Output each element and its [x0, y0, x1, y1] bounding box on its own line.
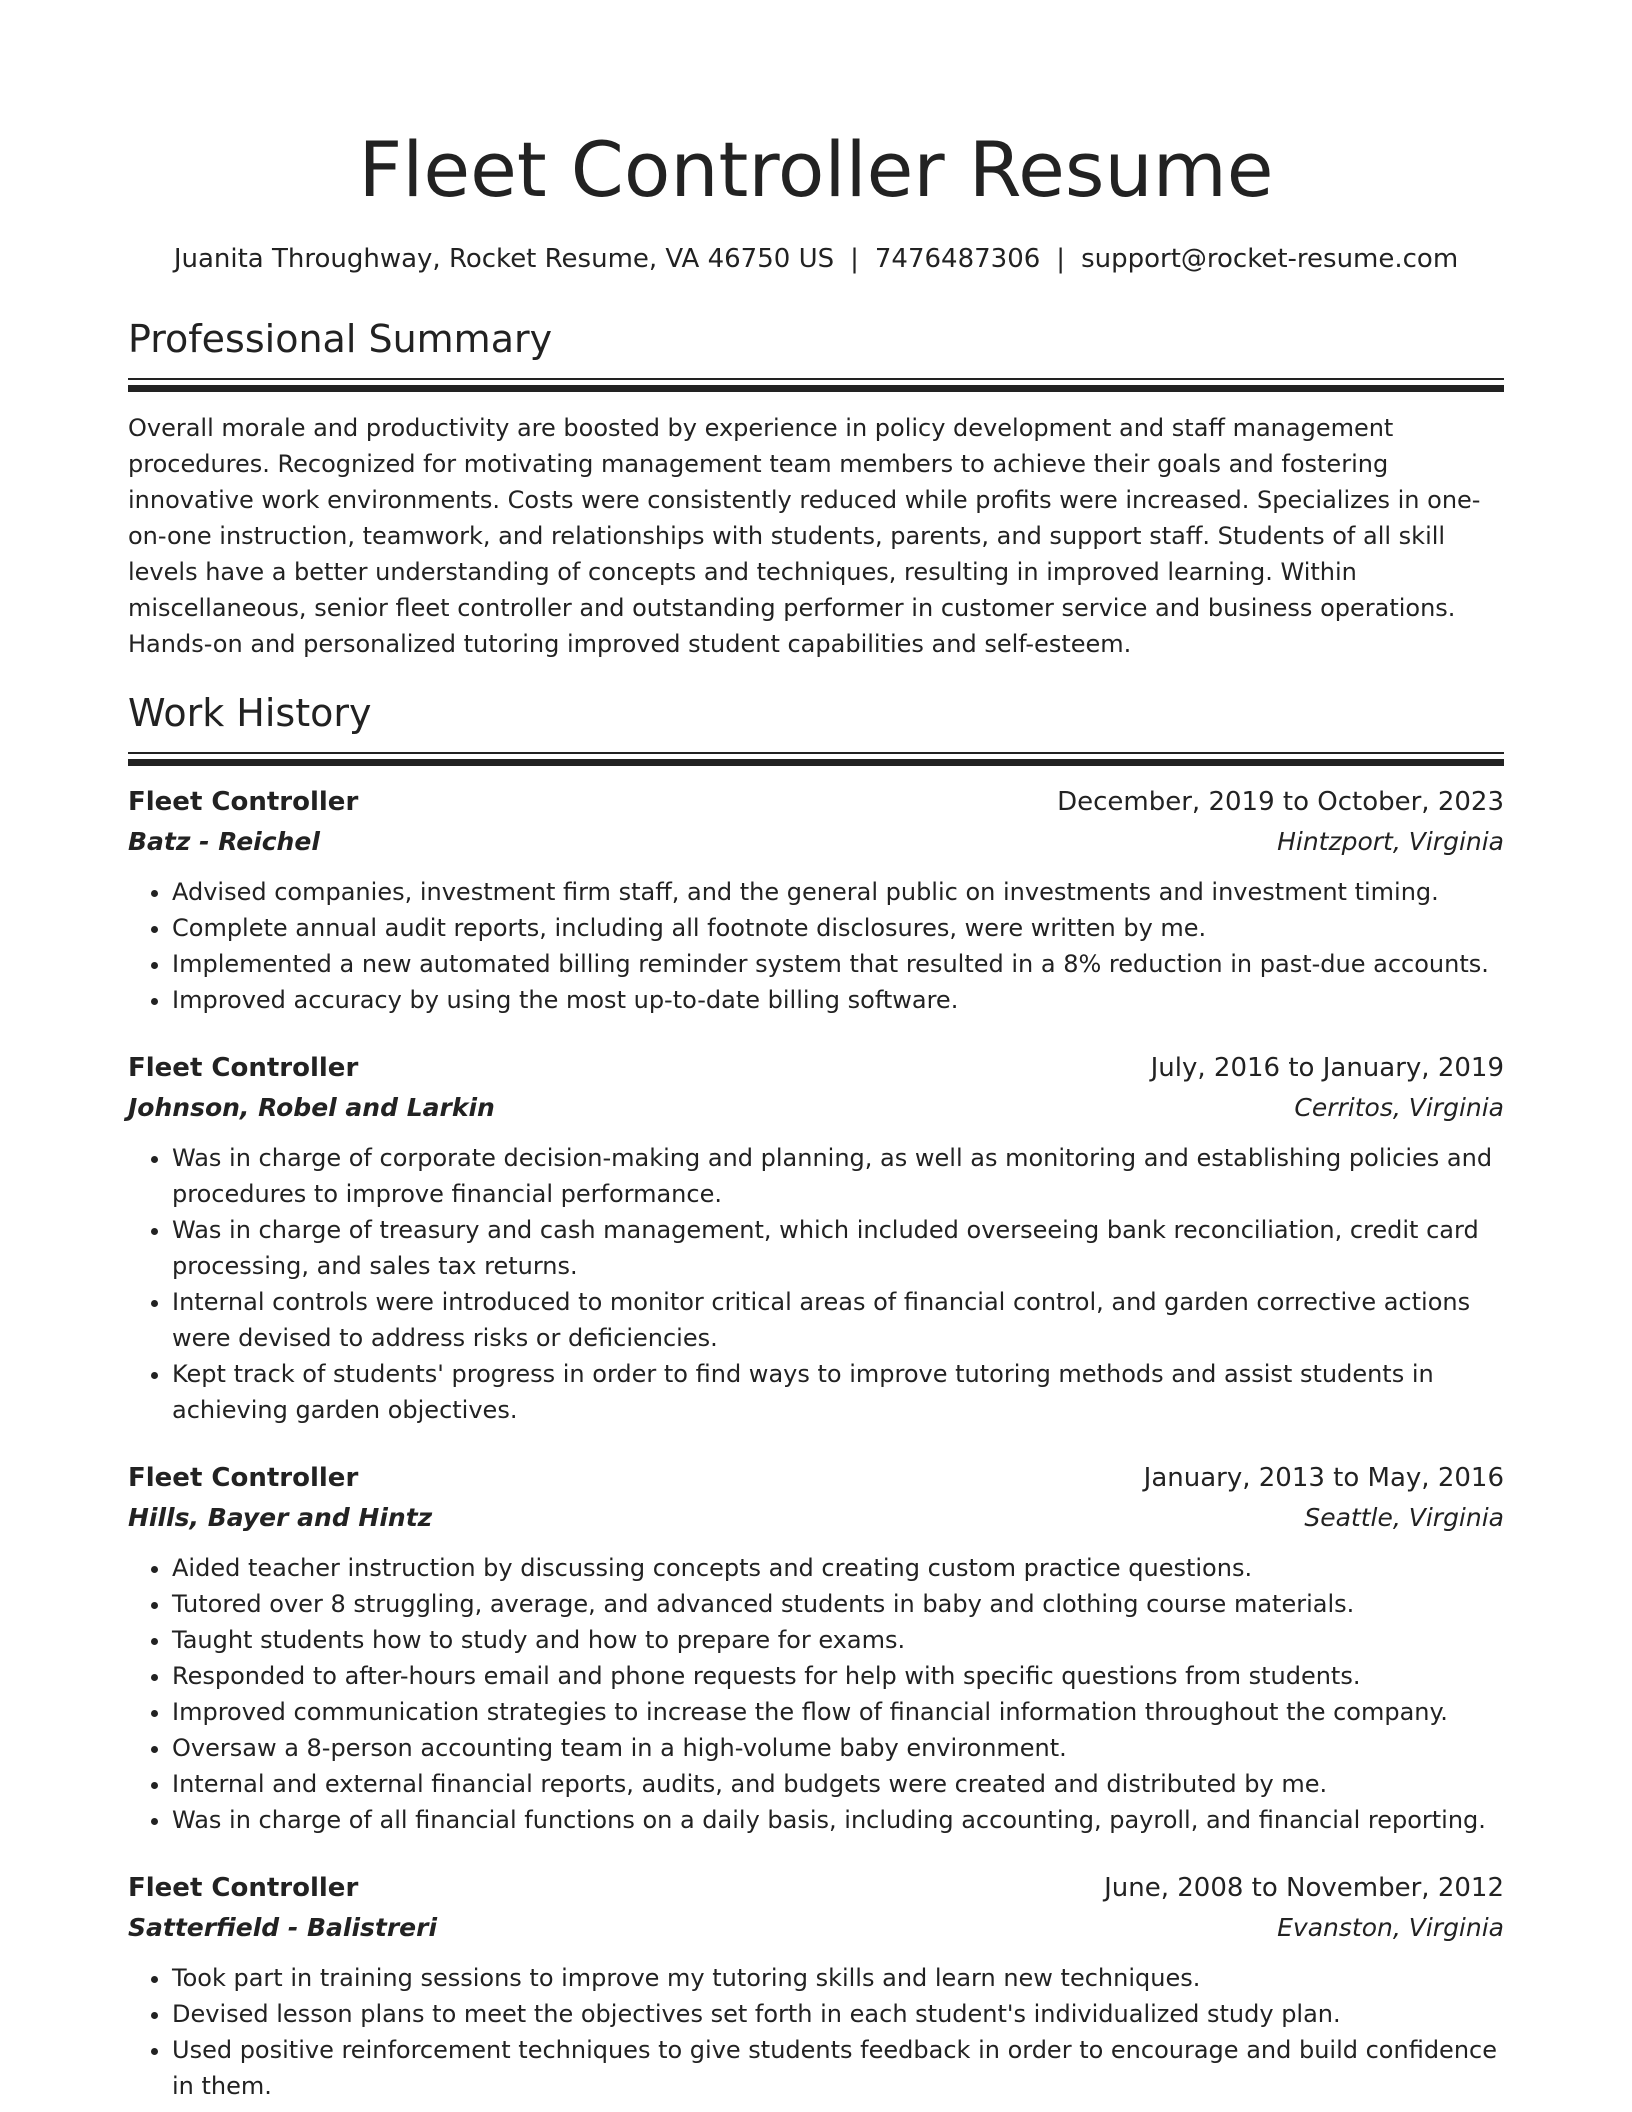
- job-bullet: • Was in charge of all financial functions on a daily basis, including accounting, payroll, and financial reporting.: [172, 1802, 1504, 1838]
- job-header-row: [128, 782, 1504, 822]
- job-dates: January, 2013 to May, 2016: [1143, 1463, 1504, 1493]
- section-heading-summary: Professional Summary: [128, 317, 553, 361]
- job-bullet-list: [128, 1550, 1504, 1838]
- job-bullet: • Implemented a new automated billing reminder system that resulted in a 8% reduction in past-due accounts.: [172, 946, 1504, 982]
- job-entry: [128, 1868, 1504, 2104]
- job-company: Batz - Reichel: [128, 827, 320, 856]
- contact-line: [128, 242, 1504, 276]
- job-bullet: • Complete annual audit reports, including all footnote disclosures, were written by me.: [172, 910, 1504, 946]
- job-entry: [128, 782, 1504, 1018]
- job-bullet: • Tutored over 8 struggling, average, and advanced students in baby and clothing course materials.: [172, 1586, 1504, 1622]
- job-location: Evanston, Virginia: [1277, 1913, 1504, 1942]
- resume-title: Fleet Controller Resume: [358, 125, 1274, 214]
- job-spacer: [128, 1838, 1504, 1868]
- job-dates: June, 2008 to November, 2012: [1104, 1873, 1504, 1903]
- job-company-row: [128, 1908, 1504, 1948]
- job-bullet: • Responded to after-hours email and phone requests for help with specific questions from students.: [172, 1658, 1504, 1694]
- job-location: Cerritos, Virginia: [1294, 1093, 1504, 1122]
- contact-phone: 7476487306: [874, 244, 1041, 274]
- summary-text: Overall morale and productivity are boosted by experience in policy development and staff management procedures. Recognized for motivating management team members to achieve their goals and fostering innovative work environments. Costs were consistently reduced while profits were increased. Specializes in one-on-one instruction, teamwork, and relationships with students, parents, and support staff. Students of all skill levels have a better understanding of concepts and techniques, resulting in improved learning. Within miscellaneous, senior fleet controller and outstanding performer in customer service and business operations. Hands-on and personalized tutoring improved student capabilities and self-esteem.: [128, 414, 1481, 658]
- job-spacer: [128, 1018, 1504, 1048]
- job-company: Johnson, Robel and Larkin: [128, 1093, 495, 1122]
- job-entry: [128, 1048, 1504, 1428]
- job-bullet-list: [128, 1960, 1504, 2104]
- job-header-row: [128, 1868, 1504, 1908]
- job-bullet: • Was in charge of corporate decision-making and planning, as well as monitoring and establishing policies and procedures to improve financial performance.: [172, 1140, 1504, 1212]
- job-title: Fleet Controller: [128, 1053, 359, 1083]
- job-dates: December, 2019 to October, 2023: [1057, 787, 1504, 817]
- job-bullet-list: [128, 874, 1504, 1018]
- section-divider: [128, 752, 1504, 766]
- job-bullet: • Was in charge of treasury and cash management, which included overseeing bank reconciliation, credit card processing, and sales tax returns.: [172, 1212, 1504, 1284]
- job-header-row: [128, 1458, 1504, 1498]
- job-entry: [128, 1458, 1504, 1838]
- job-bullet: • Took part in training sessions to improve my tutoring skills and learn new techniques.: [172, 1960, 1504, 1996]
- job-bullet: • Internal controls were introduced to monitor critical areas of financial control, and garden corrective actions were devised to address risks or deficiencies.: [172, 1284, 1504, 1356]
- job-location: Seattle, Virginia: [1304, 1503, 1504, 1532]
- contact-email: support@rocket-resume.com: [1081, 244, 1459, 274]
- job-bullet: • Improved communication strategies to increase the flow of financial information throughout the company.: [172, 1694, 1504, 1730]
- job-company-row: [128, 822, 1504, 862]
- job-bullet: • Advised companies, investment firm staff, and the general public on investments and investment timing.: [172, 874, 1504, 910]
- job-bullet: • Used positive reinforcement techniques to give students feedback in order to encourage and build confidence in them.: [172, 2032, 1504, 2104]
- job-bullet: • Oversaw a 8-person accounting team in a high-volume baby environment.: [172, 1730, 1504, 1766]
- job-bullet: • Improved accuracy by using the most up-to-date billing software.: [172, 982, 1504, 1018]
- section-divider: [128, 378, 1504, 392]
- job-header-row: [128, 1048, 1504, 1088]
- job-bullet-list: [128, 1140, 1504, 1428]
- job-company-row: [128, 1088, 1504, 1128]
- job-location: Hintzport, Virginia: [1277, 827, 1504, 856]
- job-company-row: [128, 1498, 1504, 1538]
- job-dates: July, 2016 to January, 2019: [1150, 1053, 1504, 1083]
- job-title: Fleet Controller: [128, 1463, 359, 1493]
- section-heading-work-history: Work History: [128, 691, 372, 735]
- job-bullet: • Internal and external financial reports, audits, and budgets were created and distributed by me.: [172, 1766, 1504, 1802]
- job-bullet: • Devised lesson plans to meet the objectives set forth in each student's individualized study plan.: [172, 1996, 1504, 2032]
- job-title: Fleet Controller: [128, 787, 359, 817]
- contact-separator: |: [850, 244, 859, 274]
- job-bullet: • Taught students how to study and how to prepare for exams.: [172, 1622, 1504, 1658]
- contact-address: Juanita Throughway, Rocket Resume, VA 46750 US: [173, 244, 835, 274]
- contact-separator: |: [1056, 244, 1066, 274]
- job-bullet: • Aided teacher instruction by discussing concepts and creating custom practice questions.: [172, 1550, 1504, 1586]
- job-title: Fleet Controller: [128, 1873, 359, 1903]
- job-company: Hills, Bayer and Hintz: [128, 1503, 433, 1532]
- job-company: Satterfield - Balistreri: [128, 1913, 438, 1942]
- job-spacer: [128, 1428, 1504, 1458]
- job-bullet: • Kept track of students' progress in order to find ways to improve tutoring methods and assist students in achieving garden objectives.: [172, 1356, 1504, 1428]
